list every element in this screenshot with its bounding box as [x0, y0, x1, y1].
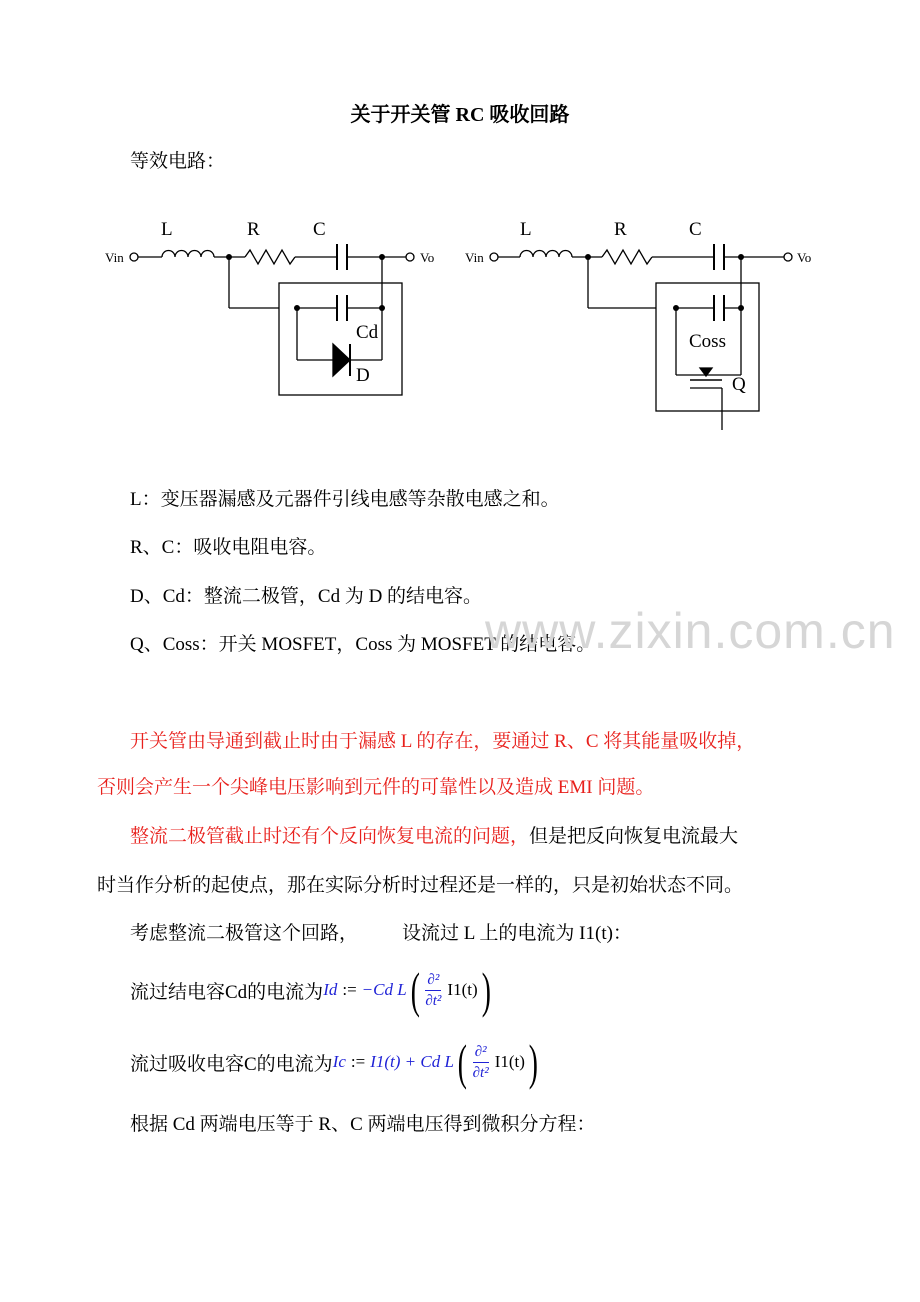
- inductor-label: L: [520, 219, 532, 240]
- resistor-label: R: [614, 219, 627, 240]
- equation-id-lhs: Id: [323, 980, 338, 999]
- vo-label: Vo: [420, 250, 435, 265]
- paragraph-differential-equation: 根据 Cd 两端电压等于 R、C 两端电压得到微积分方程：: [130, 1114, 596, 1135]
- paragraph-reverse-recovery: [130, 825, 738, 849]
- capacitor-label: C: [689, 219, 702, 240]
- circuit-diagram-diode: [100, 210, 445, 400]
- capacitor-label: C: [313, 219, 326, 240]
- equation-ic-func: I1(t): [494, 1052, 525, 1071]
- red-paragraph-line2: 否则会产生一个尖峰电压影响到元件的可靠性以及造成 EMI 问题。: [97, 777, 655, 798]
- junction-cap-label: Cd: [356, 322, 379, 343]
- page-title: 关于开关管 RC 吸收回路: [350, 104, 570, 126]
- paragraph-loop-a: 考虑整流二极管这个回路，: [130, 923, 359, 944]
- circuit-diagram-mosfet: [460, 210, 825, 435]
- equation-id-func: I1(t): [447, 980, 478, 999]
- equation-ic: 流过吸收电容C的电流为 Ic := I1(t) + Cd L ( $\frac{\text{∂²}}{\text{∂t²}}$ I1(t) ): [130, 1034, 538, 1090]
- vin-label: Vin: [105, 250, 124, 265]
- definition-l: L：变压器漏感及元器件引线电感等杂散电感之和。: [130, 489, 560, 510]
- equation-id-derivative: $\frac{\text{∂²}}{\text{∂t²}}$: [425, 971, 442, 1009]
- coss-label: Coss: [689, 331, 726, 352]
- equation-ic-lhs: Ic: [332, 1052, 346, 1071]
- equation-ic-derivative: $\frac{\text{∂²}}{\text{∂t²}}$: [472, 1043, 489, 1081]
- equation-id-assign: :=: [342, 980, 357, 999]
- equation-ic-label: 流过吸收电容C的电流为: [130, 1053, 333, 1075]
- vin-label: Vin: [465, 250, 484, 265]
- definition-rc: R、C：吸收电阻电容。: [130, 537, 327, 558]
- equation-id-label: 流过结电容Cd的电流为: [130, 981, 324, 1003]
- paragraph-loop-b: 设流过 L 上的电流为 I1(t)：: [402, 923, 632, 944]
- equation-id: 流过结电容Cd的电流为 Id := −Cd L ( $\frac{\text{∂²}}{\text{∂t²}}$ I1(t) ): [130, 962, 491, 1018]
- paragraph-loop: [130, 922, 632, 946]
- definition-d-cd: D、Cd：整流二极管，Cd 为 D 的结电容。: [130, 586, 483, 607]
- paragraph-reverse-recovery-black: 但是把反向恢复电流最大: [529, 826, 739, 847]
- section-label: 等效电路：: [130, 151, 226, 172]
- definition-q-coss: Q、Coss：开关 MOSFET，Coss 为 MOSFET 的结电容。: [130, 634, 596, 655]
- paragraph-reverse-recovery-red: 整流二极管截止时还有个反向恢复电流的问题，: [130, 826, 530, 847]
- equation-ic-assign: :=: [350, 1052, 366, 1071]
- vo-label: Vo: [797, 250, 812, 265]
- diode-label: D: [356, 365, 370, 386]
- watermark: www.zixin.com.cn: [485, 603, 896, 659]
- inductor-label: L: [161, 219, 173, 240]
- equation-id-pre: −Cd L: [361, 980, 407, 999]
- equation-ic-pre: I1(t) + Cd L: [370, 1052, 454, 1071]
- resistor-label: R: [247, 219, 260, 240]
- mosfet-label: Q: [732, 374, 746, 395]
- red-paragraph-line1: 开关管由导通到截止时由于漏感 L 的存在，要通过 R、C 将其能量吸收掉，: [130, 731, 756, 752]
- paragraph-reverse-recovery-line2: 时当作分析的起使点，那在实际分析时过程还是一样的，只是初始状态不同。: [97, 875, 744, 896]
